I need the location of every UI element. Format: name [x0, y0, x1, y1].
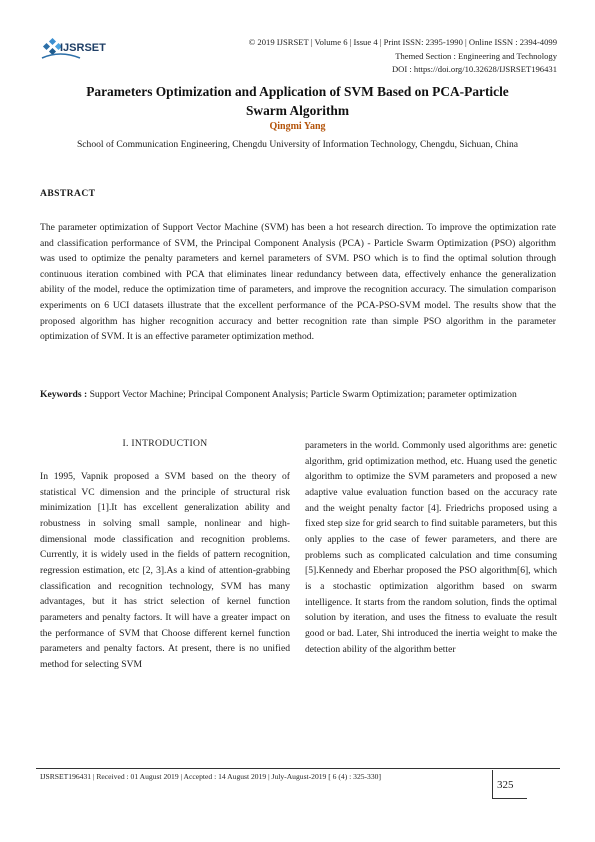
- publication-line: © 2019 IJSRSET | Volume 6 | Issue 4 | Print ISSN: 2395-1990 | Online ISSN : 2394-4099: [248, 37, 557, 47]
- doi-link[interactable]: DOI : https://doi.org/10.32628/IJSRSET196431: [391, 64, 557, 74]
- author-affiliation: School of Communication Engineering, Chengdu University of Information Technology, Chengdu, Sichuan, China: [76, 139, 519, 150]
- publication-info: [177, 36, 557, 77]
- page-number: 325: [497, 779, 514, 791]
- journal-logo-text: IJSRSET: [60, 42, 106, 54]
- introduction-column-right: parameters in the world. Commonly used algorithms are: genetic algorithm, grid optimization method, etc. Huang used the genetic algorithm to optimize the SVM parameters and proposed a new adaptive value evaluation function based on the accuracy rate and the weight penalty factor [4]. Friedrichs proposed using a fixed step size for grid search to find suitable parameters, but this only applies to the case of fewer parameters, and there are problems such as complicated calculation and time consuming [5].Kennedy and Eberhar proposed the PSO algorithm[6], which is a stochastic optimization algorithm based on swarm intelligence. It starts from the random solution, finds the optimal solution by iteration, and uses the fitness to evaluate the result good or bad. Later, Shi introduced the inertia weight to make the detection ability of the algorithm better: [305, 440, 557, 655]
- title-line-1: Parameters Optimization and Application of SVM Based on PCA-Particle: [86, 84, 509, 99]
- themed-section: Themed Section : Engineering and Technology: [395, 50, 557, 61]
- introduction-column-left: In 1995, Vapnik proposed a SVM based on the theory of statistical VC dimension and the principle of structural risk minimization [1].It has excellent generalization ability and robustness in solving small sample, nonlinear and high-dimensional mode classification and recognition problems. Currently, it is widely used in the fields of pattern recognition, regression estimation, etc [2, 3].As a kind of attention-grabbing classification and recognition technology, SVM has many advantages, but it has strict selection of kernel function parameters and penalty factors. It will have a greater impact on the performance of SVM that Choose different kernel function parameters and penalty factors. At present, there is no unified method for selecting SVM: [40, 471, 290, 670]
- author-name: Qingmi Yang: [269, 121, 326, 132]
- paper-title: [40, 82, 555, 120]
- section-heading-introduction: I. INTRODUCTION: [122, 438, 208, 449]
- abstract-text: The parameter optimization of Support Vector Machine (SVM) has been a hot research direction. To improve the optimization rate and classification performance of SVM, the Principal Component Analysis (PCA) - Particle Swarm Optimization (PSO) algorithm was used to optimize the penalty parameters and kernel parameters of SVM. PSO which is to find the optimal solution through continuous iteration combined with PCA that eliminates linear redundancy between data, effectively enhance the generalization ability of the model, reduce the optimization time of parameters, and improve the recognition accuracy. The simulation comparison experiments on 6 UCI datasets illustrate that the excellent performance of the PCA-PSO-SVM model. The results show that the proposed algorithm has higher recognition accuracy and better recognition rate than simple PSO algorithm in the parameter optimization of SVM. It is an effective parameter optimization method.: [40, 222, 556, 343]
- keywords-list: Support Vector Machine; Principal Component Analysis; Particle Swarm Optimization; parameter optimization: [89, 389, 517, 400]
- title-line-2: Swarm Algorithm: [245, 103, 350, 118]
- keywords: [40, 387, 556, 403]
- footer-citation: IJSRSET196431 | Received : 01 August 2019 | Accepted : 14 August 2019 | July-August-2019 [ 6 (4) : 325-330]: [40, 772, 381, 781]
- keywords-label: Keywords :: [40, 389, 88, 400]
- abstract-heading: ABSTRACT: [40, 188, 96, 199]
- footer-divider: [36, 768, 560, 769]
